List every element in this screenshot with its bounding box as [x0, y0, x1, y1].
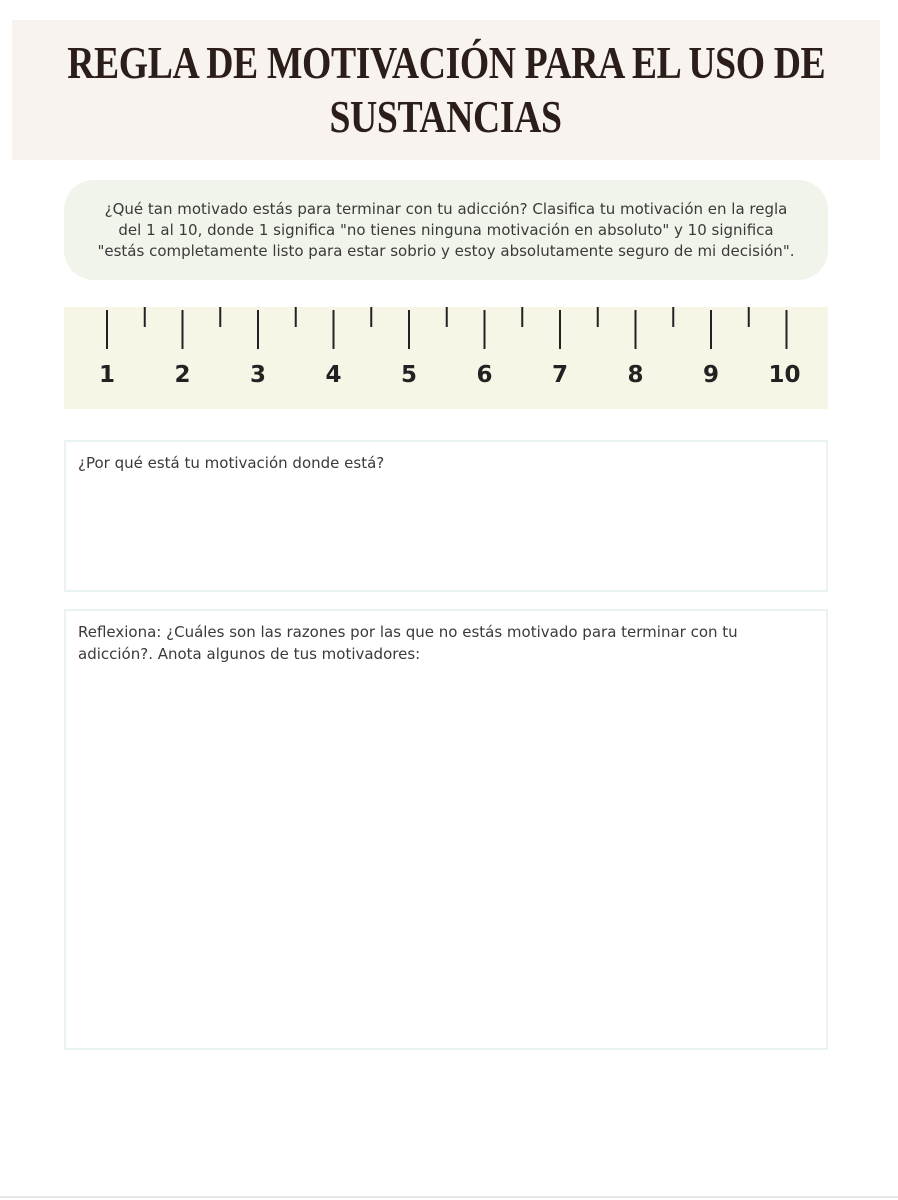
page-title-line-1: REGLA DE MOTIVACIÓN PARA EL USO DE: [66, 37, 826, 88]
ruler-label-6[interactable]: 6: [476, 362, 493, 388]
ruler-label-2[interactable]: 2: [174, 362, 191, 388]
ruler-label-5[interactable]: 5: [400, 362, 418, 388]
page-bottom-divider: [0, 1196, 898, 1198]
ruler-label-8[interactable]: 8: [627, 362, 644, 388]
instructions-text: ¿Qué tan motivado estás para terminar con tu adicción? Clasifica tu motivación en la regla del 1 al 10, donde 1 significa "no tienes ninguna motivación en absoluto" y 10 significa "estás completamente listo para estar sobrio y estoy absolutamente seguro de mi decisión".: [97, 199, 795, 260]
motivation-ruler[interactable]: [64, 307, 828, 409]
page-title-line-2: SUSTANCIAS: [329, 91, 563, 142]
title-band: [12, 20, 880, 160]
ruler-label-4[interactable]: 4: [325, 362, 342, 388]
motivation-reason-box[interactable]: [64, 440, 828, 592]
motivation-reason-prompt: ¿Por qué está tu motivación donde está?: [78, 454, 385, 472]
ruler-label-1[interactable]: 1: [98, 362, 116, 388]
reflection-prompt: Reflexiona: ¿Cuáles son las razones por las que no estás motivado para terminar con tu adicción?. Anota algunos de tus motivadores:: [78, 623, 738, 663]
ruler-label-3[interactable]: 3: [249, 362, 267, 388]
ruler-label-9[interactable]: 9: [702, 362, 720, 388]
instructions-panel: [64, 180, 828, 280]
reflection-box[interactable]: [64, 609, 828, 1050]
ruler-graphic: [64, 307, 828, 409]
ruler-label-7[interactable]: 7: [551, 362, 569, 388]
ruler-label-10[interactable]: 10: [768, 362, 801, 388]
